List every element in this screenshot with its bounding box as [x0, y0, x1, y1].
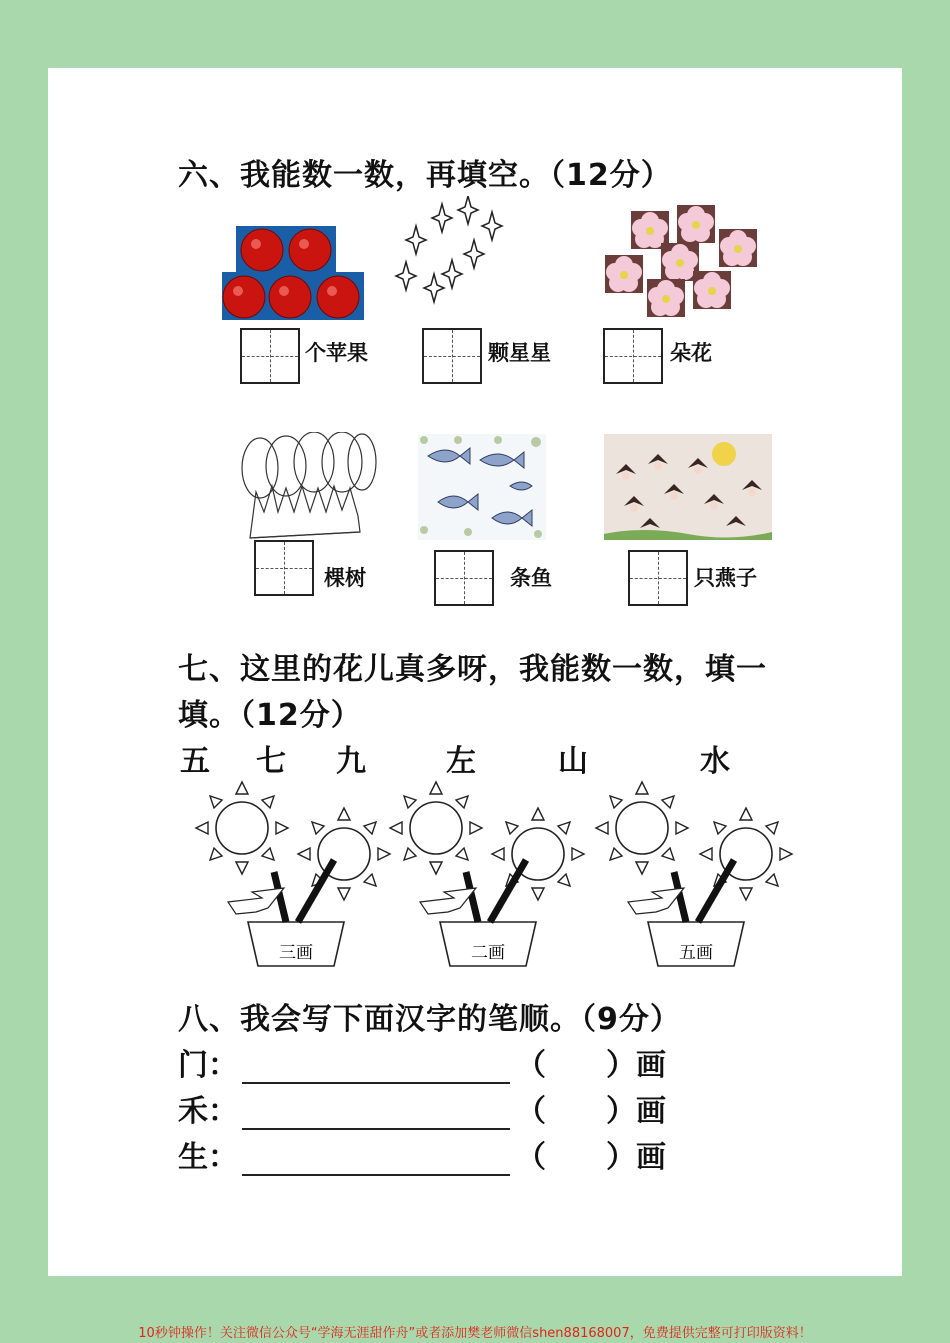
char-6: 水: [700, 744, 730, 779]
flower-pots-picture: [180, 772, 810, 972]
footer-notice: 10秒钟操作！关注微信公众号“学海无涯甜作舟”或者添加樊老师微信shen88168007，免费提供完整可打印版资料！: [138, 1326, 812, 1341]
swallows-picture: [604, 434, 772, 540]
answer-box-swallows[interactable]: [628, 550, 688, 606]
answer-box-fish[interactable]: [434, 550, 494, 606]
char-1: 五: [180, 744, 210, 779]
stars-picture: [394, 196, 506, 306]
q6-title: 六、我能数一数，再填空。（12分）: [178, 158, 672, 193]
stroke-row-1: [178, 1040, 666, 1084]
q7-title-line1: 七、这里的花儿真多呀，我能数一数，填一: [178, 652, 767, 687]
stroke-char-1: 门：: [178, 1048, 238, 1083]
char-3: 九: [336, 744, 366, 779]
stroke-count-blank-3[interactable]: （ ）: [516, 1140, 636, 1175]
pot-label-3: 五画: [679, 943, 713, 963]
flowers-picture: [604, 204, 760, 318]
pot-label-2: 二画: [471, 943, 505, 963]
char-5: 山: [558, 744, 588, 779]
answer-box-flowers[interactable]: [603, 328, 663, 384]
unit-fish: 条鱼: [510, 566, 552, 590]
answer-box-trees[interactable]: [254, 540, 314, 596]
unit-flowers: 朵花: [670, 341, 712, 365]
answer-box-apples[interactable]: [240, 328, 300, 384]
unit-trees: 棵树: [324, 566, 366, 590]
stroke-suffix-3: 画: [636, 1140, 666, 1175]
stroke-char-2: 禾：: [178, 1094, 238, 1129]
q7-title-line2: 填。（12分）: [178, 698, 362, 733]
pot-label-1: 三画: [279, 943, 313, 963]
stroke-order-blank-1[interactable]: [242, 1054, 510, 1084]
stroke-char-3: 生：: [178, 1140, 238, 1175]
stroke-row-3: [178, 1132, 666, 1176]
answer-box-stars[interactable]: [422, 328, 482, 384]
q8-title: 八、我会写下面汉字的笔顺。（9分）: [178, 1002, 681, 1037]
stroke-count-blank-1[interactable]: （ ）: [516, 1048, 636, 1083]
apples-picture: [222, 226, 364, 320]
stroke-count-blank-2[interactable]: （ ）: [516, 1094, 636, 1129]
stroke-row-2: [178, 1086, 666, 1130]
unit-stars: 颗星星: [488, 341, 551, 365]
unit-swallows: 只燕子: [694, 566, 757, 590]
unit-apples: 个苹果: [305, 341, 368, 365]
char-4: 左: [446, 744, 476, 779]
stroke-order-blank-2[interactable]: [242, 1100, 510, 1130]
trees-picture: [238, 432, 378, 540]
stroke-suffix-1: 画: [636, 1048, 666, 1083]
stroke-suffix-2: 画: [636, 1094, 666, 1129]
stroke-order-blank-3[interactable]: [242, 1146, 510, 1176]
char-2: 七: [256, 744, 286, 779]
fish-picture: [418, 434, 546, 540]
